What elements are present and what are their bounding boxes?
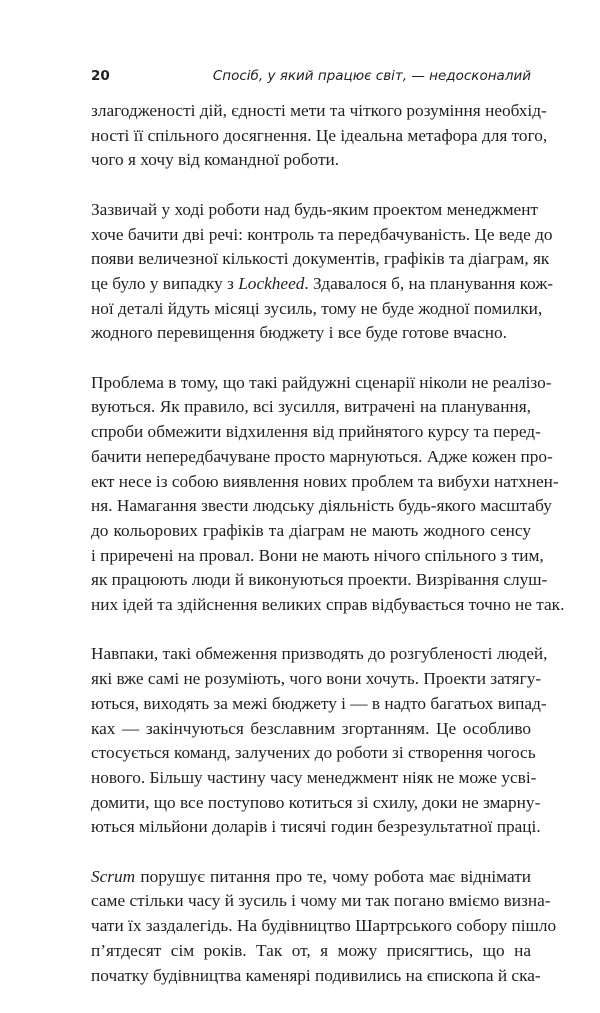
- text-line-with-italic: це було у випадку з Lockheed. Здавалося б, на планування кож-: [91, 273, 554, 293]
- text-line: злагодженості дій, єдності мети та чіткого розуміння необхід-: [91, 101, 547, 120]
- text-line: ня. Намагання звести людську діяльність будь-якого масштабу: [91, 496, 552, 516]
- body-text: [91, 99, 565, 1013]
- text-line: ект несе із собою виявлення нових проблем та вибухи натхнен-: [91, 471, 559, 491]
- text-line: домити, що все поступово котиться зі схилу, доки не змарну-: [91, 792, 541, 812]
- text-line: ної деталі йдуть місяці зусиль, тому не буде жодної помилки,: [91, 298, 543, 318]
- italic-term: Lockheed: [238, 273, 305, 293]
- text-line: стосується команд, залучених до роботи зі створення чогось: [91, 743, 536, 763]
- text-line: які вже самі не розуміють, чого вони хочуть. Проекти затягу-: [91, 669, 542, 689]
- italic-term: Scrum: [91, 866, 136, 886]
- page-number: 20: [91, 68, 110, 84]
- running-title: Спосіб, у який працює світ, — недосконалий: [212, 68, 531, 84]
- text-line: появи величезної кількості документів, графіків та діаграм, як: [91, 249, 550, 269]
- text-line: спроби обмежити відхилення від прийнятого курсу та перед-: [91, 422, 541, 442]
- text-line: саме стільки часу й зусиль і чому ми так погано вміємо визна-: [91, 891, 551, 911]
- text-line: і приречені на провал. Вони не мають нічого спільного з тим,: [91, 545, 544, 565]
- text-line: початку будівництва каменярі подивились на єпископа й ска-: [91, 965, 541, 985]
- text-line: чати їх заздалегідь. На будівництво Шартрського собору пішло: [91, 916, 557, 936]
- text-line: них ідей та здійснення великих справ відбувається точно не так.: [91, 595, 565, 615]
- text-line: бачити непередбачуване просто марнуються. Адже кожен про-: [91, 446, 553, 466]
- text-line: жодного перевищення бюджету і все буде готове вчасно.: [91, 323, 507, 343]
- paragraph-3: [91, 371, 565, 618]
- text-line: ності її спільного досягнення. Це ідеальна метафора для того,: [91, 125, 548, 145]
- text-line-with-italic: Scrum порушує питання про те, чому робота має віднімати: [91, 866, 531, 886]
- paragraph-5: [91, 865, 557, 989]
- paragraph-4: [91, 642, 548, 840]
- text-line: вуються. Як правило, всі зусилля, витрачені на планування,: [91, 397, 531, 417]
- text-line: нового. Більшу частину часу менеджмент ніяк не може усві-: [91, 767, 537, 787]
- text-line: до кольорових графіків та діаграм не мають жодного сенсу: [91, 520, 531, 540]
- text-line: ються мільйони доларів і тисячі годин безрезультатної праці.: [91, 817, 541, 837]
- paragraph-2: [91, 198, 554, 346]
- text-line: п’ятдесят сім років. Так от, я можу присягтись, що на: [91, 940, 531, 960]
- text-line: як працюють люди й виконуються проекти. Визрівання слуш-: [91, 570, 548, 590]
- text-line: Проблема в тому, що такі райдужні сценарії ніколи не реалізо-: [91, 372, 552, 392]
- text-line: ються, виходять за межі бюджету і — в надто багатьох випад-: [91, 693, 547, 713]
- running-header: [91, 64, 531, 88]
- text-line: хоче бачити дві речі: контроль та передбачуваність. Це веде до: [91, 224, 553, 244]
- text-line: Зазвичай у ході роботи над будь-яким проектом менеджмент: [91, 199, 538, 219]
- paragraph-1: [91, 99, 548, 173]
- text-line: Навпаки, такі обмеження призводять до розгубленості людей,: [91, 644, 548, 664]
- text-line: чого я хочу від командної роботи.: [91, 150, 340, 170]
- text-line: ках — закінчуються безславним згортанням. Це особливо: [91, 718, 531, 738]
